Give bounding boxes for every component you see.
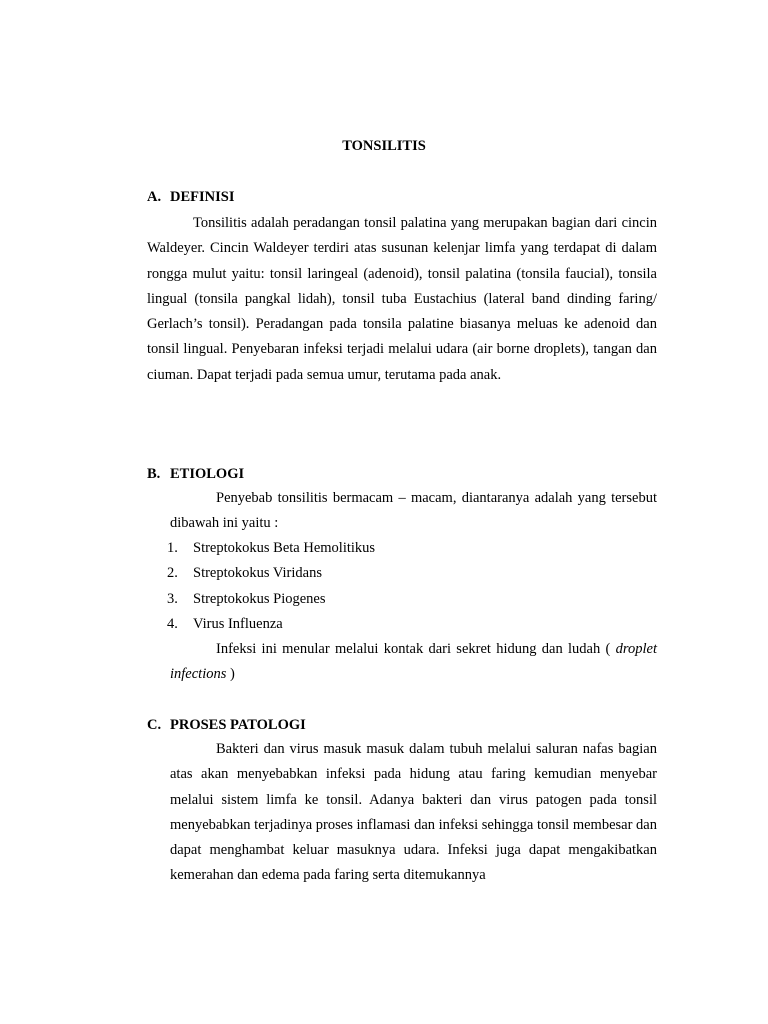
- definisi-paragraph: Tonsilitis adalah peradangan tonsil palatina yang merupakan bagian dari cincin Waldeyer. Cincin Waldeyer terdiri atas susunan kelenjar limfa yang terdapat di dalam rongga mulut yaitu: tonsil laringeal (adenoid), tonsil palatina (tonsila faucial), tonsila lingual (tonsila pangkal lidah), tonsil tuba Eustachius (lateral band dinding faring/ Gerlach’s tonsil). Peradangan pada tonsila palatine biasanya meluas ke adenoid dan tonsil lingual. Penyebaran infeksi terjadi melalui udara (air borne droplets), tangan dan ciuman. Dapat terjadi pada semua umur, terutama pada anak.: [147, 215, 657, 383]
- list-text: Streptokokus Piogenes: [193, 590, 326, 607]
- section-letter: B.: [147, 466, 161, 482]
- proses-patologi-paragraph: Bakteri dan virus masuk masuk dalam tubuh melalui saluran nafas bagian atas akan menyebabkan infeksi pada hidung atau faring kemudian menyebar melalui sistem limfa ke tonsil. Adanya bakteri dan virus patogen pada tonsil menyebabkan terjadinya proses inflamasi dan infeksi sehingga tonsil membesar dan dapat menghambat keluar masuknya udara. Infeksi juga dapat mengakibatkan kemerahan dan edema pada faring serta ditemukannya: [170, 741, 657, 884]
- list-number: 2.: [167, 565, 178, 582]
- list-item: [167, 612, 375, 637]
- list-text: Streptokokus Viridans: [193, 565, 322, 582]
- section-heading-etiologi: [147, 465, 244, 483]
- list-number: 1.: [167, 540, 178, 556]
- section-title: PROSES PATOLOGI: [170, 717, 306, 733]
- section-letter: A.: [147, 189, 162, 205]
- list-item: [167, 536, 375, 561]
- note-italic: droplet infections: [170, 641, 658, 683]
- etiologi-list: [167, 536, 375, 637]
- page-title: TONSILITIS: [342, 138, 426, 154]
- list-number: 3.: [167, 590, 178, 607]
- note-text: Infeksi ini menular melalui kontak dari sekret hidung dan ludah (: [216, 641, 611, 657]
- list-item: [167, 587, 375, 612]
- section-title: DEFINISI: [170, 189, 235, 205]
- section-letter: C.: [147, 717, 162, 733]
- etiologi-intro: Penyebab tonsilitis bermacam – macam, diantaranya adalah yang tersebut dibawah ini yaitu :: [170, 490, 657, 532]
- list-item: [167, 561, 375, 586]
- note-end: ): [230, 666, 235, 683]
- section-heading-definisi: [147, 188, 234, 206]
- list-text: Virus Influenza: [193, 615, 283, 632]
- section-title: ETIOLOGI: [170, 466, 245, 482]
- section-heading-proses-patologi: [147, 716, 306, 734]
- list-text: Streptokokus Beta Hemolitikus: [193, 540, 376, 556]
- etiologi-note: [170, 637, 657, 688]
- list-number: 4.: [167, 615, 178, 632]
